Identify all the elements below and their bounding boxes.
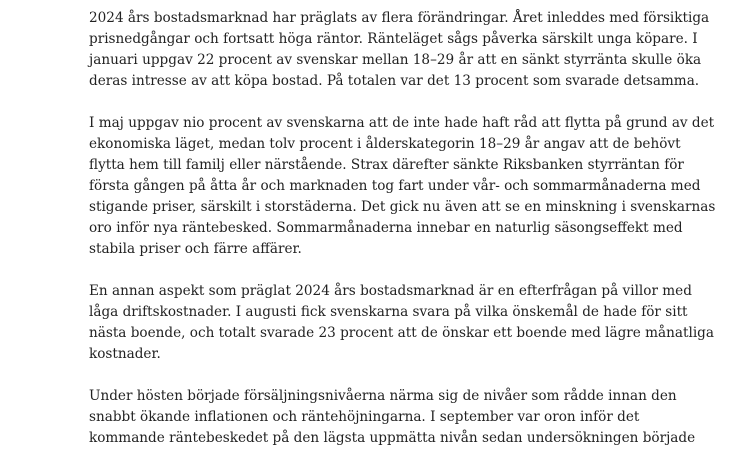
text-line: deras intresse av att köpa bostad. På totalen var det 13 procent som svarade detsamma. bbox=[89, 73, 700, 89]
text-line: 2024 års bostadsmarknad har präglats av flera förändringar. Året inleddes med försiktiga bbox=[89, 10, 710, 26]
paragraph-low-costs bbox=[89, 281, 714, 365]
text-line: stigande priser, särskilt i storstäderna. Det gick nu även att se en minskning i svenskarnas bbox=[89, 199, 716, 215]
text-line: oro inför nya räntebesked. Sommarmånaderna innebar en naturlig säsongseffekt med bbox=[89, 220, 683, 236]
text-line: flytta hem till familj eller närstående. Strax därefter sänkte Riksbanken styrräntan för bbox=[89, 157, 684, 173]
text-line: första gången på åtta år och marknaden tog fart under vår- och sommarmånaderna med bbox=[89, 178, 701, 194]
text-line: Under hösten började försäljningsnivåerna närma sig de nivåer som rådde innan den bbox=[89, 388, 677, 404]
text-line: stabila priser och färre affärer. bbox=[89, 241, 302, 257]
text-line: januari uppgav 22 procent av svenskar mellan 18–29 år att en sänkt styrränta skulle öka bbox=[89, 52, 702, 68]
text-line: kommande räntebeskedet på den lägsta uppmätta nivån sedan undersökningen började bbox=[89, 430, 696, 446]
document-body bbox=[89, 8, 716, 470]
text-line: En annan aspekt som präglat 2024 års bostadsmarknad är en efterfrågan på villor med bbox=[89, 283, 692, 299]
paragraph-may bbox=[89, 113, 716, 260]
paragraph-autumn bbox=[89, 386, 709, 449]
text-line: I maj uppgav nio procent av svenskarna att de inte hade haft råd att flytta på grund av det bbox=[89, 115, 715, 131]
text-line: ekonomiska läget, medan tolv procent i ålderskategorin 18–29 år angav att de behövt bbox=[89, 136, 681, 152]
text-line: snabbt ökande inflationen och räntehöjningarna. I september var oron inför det bbox=[89, 409, 640, 425]
text-line: kostnader. bbox=[89, 346, 161, 362]
text-line: prisnedgångar och fortsatt höga räntor. Ränteläget sågs påverka särskilt unga köpare. I bbox=[89, 31, 698, 47]
paragraph-intro bbox=[89, 8, 709, 92]
text-line: låga driftskostnader. I augusti fick svenskarna svara på vilka önskemål de hade för sitt bbox=[89, 304, 688, 320]
text-line: nästa boende, och totalt svarade 23 procent att de önskar ett boende med lägre månatliga bbox=[89, 325, 714, 341]
